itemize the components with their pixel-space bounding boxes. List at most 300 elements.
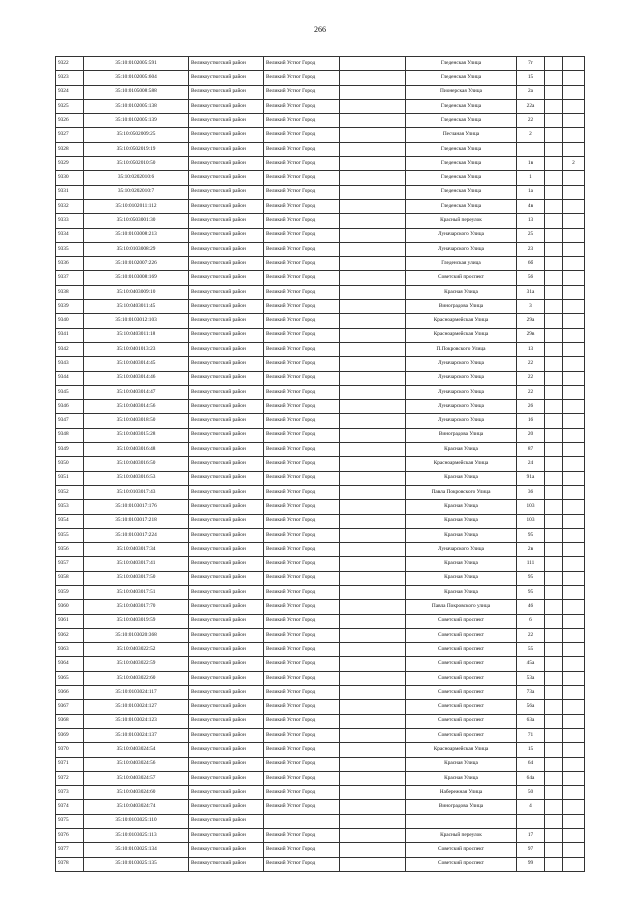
district-cell: Великоустюгский район [189, 57, 264, 71]
district-cell: Великоустюгский район [189, 600, 264, 614]
row-number-cell: 9372 [56, 771, 84, 785]
table-row [56, 714, 585, 728]
district-cell: Великоустюгский район [189, 757, 264, 771]
flat-cell [563, 271, 585, 285]
table-row [56, 157, 585, 171]
flat-cell [563, 614, 585, 628]
flat-cell: 2 [563, 157, 585, 171]
street-cell: Красная Улица [406, 471, 517, 485]
flat-cell [563, 228, 585, 242]
building-cell [545, 714, 563, 728]
house-number-cell: 36 [517, 485, 545, 499]
table-row [56, 800, 585, 814]
locality-cell [340, 657, 406, 671]
settlement-cell: Великий Устюг Город [264, 543, 340, 557]
settlement-cell: Великий Устюг Город [264, 85, 340, 99]
table-row [56, 99, 585, 113]
row-number-cell: 9356 [56, 543, 84, 557]
flat-cell [563, 328, 585, 342]
street-cell: Советский проспект [406, 628, 517, 642]
locality-cell [340, 171, 406, 185]
row-number-cell: 9354 [56, 514, 84, 528]
cadastral-number-cell: 35:10:0403017:51 [84, 585, 189, 599]
settlement-cell: Великий Устюг Город [264, 71, 340, 85]
locality-cell [340, 257, 406, 271]
settlement-cell: Великий Устюг Город [264, 643, 340, 657]
settlement-cell: Великий Устюг Город [264, 786, 340, 800]
table-row [56, 757, 585, 771]
table-row [56, 743, 585, 757]
row-number-cell: 9366 [56, 686, 84, 700]
row-number-cell: 9370 [56, 743, 84, 757]
locality-cell [340, 342, 406, 356]
row-number-cell: 9357 [56, 557, 84, 571]
row-number-cell: 9324 [56, 85, 84, 99]
house-number-cell: 95 [517, 528, 545, 542]
settlement-cell: Великий Устюг Город [264, 686, 340, 700]
row-number-cell: 9343 [56, 357, 84, 371]
house-number-cell: 63а [517, 714, 545, 728]
row-number-cell: 9341 [56, 328, 84, 342]
street-cell: Красная Улица [406, 557, 517, 571]
cadastral-number-cell: 35:10:0103025:135 [84, 857, 189, 871]
street-cell: Красноармейская Улица [406, 743, 517, 757]
cadastral-number-cell: 35:10:0103025:113 [84, 829, 189, 843]
house-number-cell: 3 [517, 300, 545, 314]
cadastral-number-cell: 35:10:0403011:18 [84, 328, 189, 342]
row-number-cell: 9322 [56, 57, 84, 71]
locality-cell [340, 185, 406, 199]
district-cell: Великоустюгский район [189, 285, 264, 299]
table-row [56, 214, 585, 228]
district-cell: Великоустюгский район [189, 557, 264, 571]
house-number-cell: 64 [517, 757, 545, 771]
locality-cell [340, 743, 406, 757]
locality-cell [340, 199, 406, 213]
locality-cell [340, 71, 406, 85]
house-number-cell: 1а [517, 185, 545, 199]
building-cell [545, 757, 563, 771]
locality-cell [340, 400, 406, 414]
house-number-cell: 6 [517, 614, 545, 628]
street-cell: Луначарского Улица [406, 385, 517, 399]
cadastral-number-cell: 35:10:0403024:60 [84, 786, 189, 800]
house-number-cell: 55 [517, 643, 545, 657]
flat-cell [563, 199, 585, 213]
cadastral-number-cell: 35:10:0403022:59 [84, 657, 189, 671]
building-cell [545, 700, 563, 714]
table-row [56, 557, 585, 571]
flat-cell [563, 357, 585, 371]
building-cell [545, 614, 563, 628]
cadastral-number-cell: 35:10:0102005:591 [84, 57, 189, 71]
street-cell: Гледенская Улица [406, 199, 517, 213]
cadastral-number-cell: 35:10:0403022:52 [84, 643, 189, 657]
house-number-cell: 2а [517, 85, 545, 99]
cadastral-number-cell: 35:10:0403018:50 [84, 414, 189, 428]
building-cell [545, 428, 563, 442]
table-row [56, 457, 585, 471]
street-cell: Красная Улица [406, 757, 517, 771]
cadastral-number-cell: 35:10:0403014:46 [84, 371, 189, 385]
settlement-cell: Великий Устюг Город [264, 300, 340, 314]
table-row [56, 414, 585, 428]
building-cell [545, 214, 563, 228]
settlement-cell: Великий Устюг Город [264, 771, 340, 785]
district-cell: Великоустюгский район [189, 571, 264, 585]
row-number-cell: 9378 [56, 857, 84, 871]
row-number-cell: 9369 [56, 728, 84, 742]
flat-cell [563, 71, 585, 85]
cadastral-number-cell: 35:10:0103008:213 [84, 228, 189, 242]
street-cell: Набережная Улица [406, 786, 517, 800]
building-cell [545, 257, 563, 271]
building-cell [545, 829, 563, 843]
settlement-cell: Великий Устюг Город [264, 500, 340, 514]
locality-cell [340, 242, 406, 256]
locality-cell [340, 614, 406, 628]
district-cell: Великоустюгский район [189, 485, 264, 499]
cadastral-number-cell: 35:10:0403024:74 [84, 800, 189, 814]
cadastral-number-cell: 35:10:0103008:169 [84, 271, 189, 285]
flat-cell [563, 414, 585, 428]
row-number-cell: 9325 [56, 99, 84, 113]
cadastral-number-cell: 35:10:0105008:588 [84, 85, 189, 99]
district-cell: Великоустюгский район [189, 814, 264, 828]
locality-cell [340, 628, 406, 642]
locality-cell [340, 142, 406, 156]
district-cell: Великоустюгский район [189, 157, 264, 171]
row-number-cell: 9328 [56, 142, 84, 156]
cadastral-number-cell: 35:10:0403017:34 [84, 543, 189, 557]
settlement-cell: Великий Устюг Город [264, 528, 340, 542]
house-number-cell: 15 [517, 71, 545, 85]
street-cell: Красная Улица [406, 771, 517, 785]
row-number-cell: 9368 [56, 714, 84, 728]
row-number-cell: 9331 [56, 185, 84, 199]
house-number-cell: 29в [517, 328, 545, 342]
street-cell: Красная Улица [406, 443, 517, 457]
settlement-cell: Великий Устюг Город [264, 385, 340, 399]
row-number-cell: 9355 [56, 528, 84, 542]
cadastral-number-cell: 35:10:0502009:25 [84, 128, 189, 142]
table-row [56, 528, 585, 542]
cadastral-number-cell: 35:10:0403009:10 [84, 285, 189, 299]
district-cell: Великоустюгский район [189, 357, 264, 371]
locality-cell [340, 714, 406, 728]
table-row [56, 257, 585, 271]
flat-cell [563, 786, 585, 800]
flat-cell [563, 214, 585, 228]
flat-cell [563, 528, 585, 542]
cadastral-number-cell: 35:10:0102011:112 [84, 199, 189, 213]
house-number-cell: 22 [517, 114, 545, 128]
house-number-cell: 22 [517, 385, 545, 399]
cadastral-number-cell: 35:10:0103017:224 [84, 528, 189, 542]
locality-cell [340, 314, 406, 328]
district-cell: Великоустюгский район [189, 643, 264, 657]
street-cell: Пионерская Улица [406, 85, 517, 99]
building-cell [545, 843, 563, 857]
district-cell: Великоустюгский район [189, 500, 264, 514]
locality-cell [340, 571, 406, 585]
building-cell [545, 528, 563, 542]
house-number-cell: 2в [517, 543, 545, 557]
row-number-cell: 9347 [56, 414, 84, 428]
table-row [56, 514, 585, 528]
table-row [56, 171, 585, 185]
district-cell: Великоустюгский район [189, 457, 264, 471]
house-number-cell: 45а [517, 657, 545, 671]
locality-cell [340, 700, 406, 714]
flat-cell [563, 628, 585, 642]
district-cell: Великоустюгский район [189, 628, 264, 642]
flat-cell [563, 585, 585, 599]
settlement-cell: Великий Устюг Город [264, 800, 340, 814]
building-cell [545, 557, 563, 571]
locality-cell [340, 385, 406, 399]
flat-cell [563, 743, 585, 757]
house-number-cell: 95 [517, 571, 545, 585]
building-cell [545, 800, 563, 814]
street-cell: Красная Улица [406, 500, 517, 514]
building-cell [545, 686, 563, 700]
table-row [56, 700, 585, 714]
building-cell [545, 500, 563, 514]
table-row [56, 242, 585, 256]
locality-cell [340, 843, 406, 857]
district-cell: Великоустюгский район [189, 300, 264, 314]
cadastral-table [55, 56, 585, 872]
settlement-cell: Великий Устюг Город [264, 257, 340, 271]
building-cell [545, 571, 563, 585]
locality-cell [340, 99, 406, 113]
table-row [56, 814, 585, 828]
cadastral-number-cell: 35:10:0103024:127 [84, 700, 189, 714]
locality-cell [340, 800, 406, 814]
table-row [56, 771, 585, 785]
district-cell: Великоустюгский район [189, 114, 264, 128]
building-cell [545, 385, 563, 399]
locality-cell [340, 643, 406, 657]
street-cell: Луначарского Улица [406, 371, 517, 385]
flat-cell [563, 500, 585, 514]
cadastral-number-cell: 35:10:0103025:110 [84, 814, 189, 828]
house-number-cell: 29а [517, 314, 545, 328]
house-number-cell: 26 [517, 400, 545, 414]
district-cell: Великоустюгский район [189, 686, 264, 700]
flat-cell [563, 99, 585, 113]
street-cell: Советский проспект [406, 657, 517, 671]
building-cell [545, 400, 563, 414]
row-number-cell: 9329 [56, 157, 84, 171]
flat-cell [563, 443, 585, 457]
district-cell: Великоустюгский район [189, 700, 264, 714]
cadastral-number-cell: 35:10:0403024:57 [84, 771, 189, 785]
locality-cell [340, 771, 406, 785]
row-number-cell: 9360 [56, 600, 84, 614]
settlement-cell: Великий Устюг Город [264, 57, 340, 71]
district-cell: Великоустюгский район [189, 800, 264, 814]
building-cell [545, 657, 563, 671]
settlement-cell: Великий Устюг Город [264, 328, 340, 342]
settlement-cell: Великий Устюг Город [264, 285, 340, 299]
row-number-cell: 9348 [56, 428, 84, 442]
cadastral-number-cell: 35:10:0103012:103 [84, 314, 189, 328]
flat-cell [563, 700, 585, 714]
building-cell [545, 199, 563, 213]
settlement-cell: Великий Устюг Город [264, 485, 340, 499]
settlement-cell: Великий Устюг Город [264, 471, 340, 485]
house-number-cell: 50 [517, 786, 545, 800]
house-number-cell: 46 [517, 600, 545, 614]
settlement-cell: Великий Устюг Город [264, 371, 340, 385]
cadastral-number-cell: 35:10:0403015:28 [84, 428, 189, 442]
street-cell: Луначарского Улица [406, 543, 517, 557]
flat-cell [563, 457, 585, 471]
row-number-cell: 9350 [56, 457, 84, 471]
flat-cell [563, 671, 585, 685]
row-number-cell: 9367 [56, 700, 84, 714]
table-row [56, 271, 585, 285]
district-cell: Великоустюгский район [189, 185, 264, 199]
district-cell: Великоустюгский район [189, 843, 264, 857]
house-number-cell: 2 [517, 128, 545, 142]
locality-cell [340, 300, 406, 314]
row-number-cell: 9359 [56, 585, 84, 599]
building-cell [545, 99, 563, 113]
district-cell: Великоустюгский район [189, 242, 264, 256]
locality-cell [340, 671, 406, 685]
district-cell: Великоустюгский район [189, 85, 264, 99]
row-number-cell: 9375 [56, 814, 84, 828]
street-cell: Советский проспект [406, 843, 517, 857]
cadastral-number-cell: 35:10:0403014:56 [84, 400, 189, 414]
settlement-cell: Великий Устюг Город [264, 600, 340, 614]
building-cell [545, 128, 563, 142]
table-row [56, 543, 585, 557]
locality-cell [340, 157, 406, 171]
house-number-cell: 24 [517, 457, 545, 471]
locality-cell [340, 328, 406, 342]
district-cell: Великоустюгский район [189, 743, 264, 757]
flat-cell [563, 757, 585, 771]
cadastral-number-cell: 35:10:0103017:218 [84, 514, 189, 528]
flat-cell [563, 771, 585, 785]
house-number-cell: 99 [517, 857, 545, 871]
table-row [56, 57, 585, 71]
locality-cell [340, 414, 406, 428]
district-cell: Великоустюгский район [189, 428, 264, 442]
flat-cell [563, 714, 585, 728]
flat-cell [563, 543, 585, 557]
settlement-cell [264, 814, 340, 828]
row-number-cell: 9337 [56, 271, 84, 285]
cadastral-number-cell: 35:10:0403016:53 [84, 471, 189, 485]
house-number-cell: 73а [517, 686, 545, 700]
street-cell: Советский проспект [406, 614, 517, 628]
row-number-cell: 9345 [56, 385, 84, 399]
flat-cell [563, 142, 585, 156]
building-cell [545, 314, 563, 328]
flat-cell [563, 814, 585, 828]
table-body [56, 57, 585, 872]
street-cell [406, 814, 517, 828]
street-cell: Советский проспект [406, 728, 517, 742]
house-number-cell: 103 [517, 514, 545, 528]
settlement-cell: Великий Устюг Город [264, 242, 340, 256]
house-number-cell: 25 [517, 228, 545, 242]
row-number-cell: 9361 [56, 614, 84, 628]
settlement-cell: Великий Устюг Город [264, 171, 340, 185]
flat-cell [563, 857, 585, 871]
flat-cell [563, 800, 585, 814]
locality-cell [340, 500, 406, 514]
district-cell: Великоустюгский район [189, 314, 264, 328]
table-row [56, 228, 585, 242]
street-cell: Гледенская Улица [406, 71, 517, 85]
table-row [56, 485, 585, 499]
building-cell [545, 857, 563, 871]
house-number-cell: 23 [517, 242, 545, 256]
flat-cell [563, 128, 585, 142]
street-cell: Виноградова Улица [406, 428, 517, 442]
cadastral-number-cell: 35:10:0403017:70 [84, 600, 189, 614]
table-row [56, 571, 585, 585]
building-cell [545, 285, 563, 299]
locality-cell [340, 543, 406, 557]
settlement-cell: Великий Устюг Город [264, 400, 340, 414]
locality-cell [340, 114, 406, 128]
cadastral-number-cell: 35:10:0202010:6 [84, 171, 189, 185]
street-cell: Советский проспект [406, 857, 517, 871]
locality-cell [340, 457, 406, 471]
settlement-cell: Великий Устюг Город [264, 428, 340, 442]
table-row [56, 471, 585, 485]
row-number-cell: 9340 [56, 314, 84, 328]
cadastral-number-cell: 35:10:0102007:226 [84, 257, 189, 271]
district-cell: Великоустюгский район [189, 771, 264, 785]
house-number-cell: 56а [517, 700, 545, 714]
locality-cell [340, 757, 406, 771]
street-cell: Советский проспект [406, 686, 517, 700]
cadastral-number-cell: 35:10:0103024:137 [84, 728, 189, 742]
row-number-cell: 9330 [56, 171, 84, 185]
district-cell: Великоустюгский район [189, 400, 264, 414]
settlement-cell: Великий Устюг Город [264, 114, 340, 128]
building-cell [545, 514, 563, 528]
district-cell: Великоустюгский район [189, 371, 264, 385]
locality-cell [340, 428, 406, 442]
settlement-cell: Великий Устюг Город [264, 185, 340, 199]
settlement-cell: Великий Устюг Город [264, 142, 340, 156]
house-number-cell: 22 [517, 371, 545, 385]
flat-cell [563, 314, 585, 328]
table-row [56, 114, 585, 128]
table-row [56, 643, 585, 657]
building-cell [545, 271, 563, 285]
building-cell [545, 357, 563, 371]
cadastral-number-cell: 35:10:0103020:368 [84, 628, 189, 642]
locality-cell [340, 357, 406, 371]
building-cell [545, 85, 563, 99]
flat-cell [563, 385, 585, 399]
district-cell: Великоустюгский район [189, 657, 264, 671]
district-cell: Великоустюгский район [189, 414, 264, 428]
row-number-cell: 9332 [56, 199, 84, 213]
flat-cell [563, 829, 585, 843]
house-number-cell: 7г [517, 57, 545, 71]
